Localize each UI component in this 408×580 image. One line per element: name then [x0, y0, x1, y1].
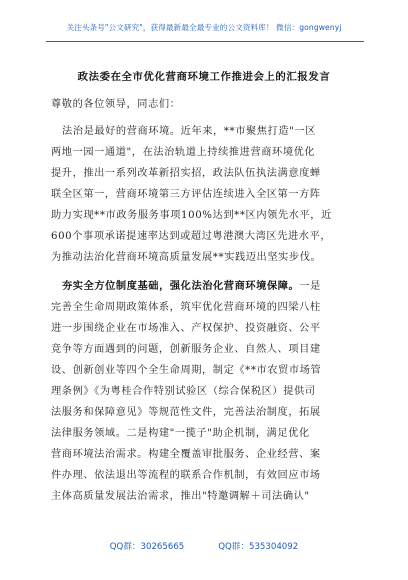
paragraph-line: 设、创新创业等四个全生命周期，制定《**市农贸市场管 — [51, 365, 322, 376]
section-heading-tail: 一是 — [299, 281, 321, 292]
section-heading: 夯实全方位制度基础，强化法治化营商环境保障。 — [62, 280, 300, 292]
paragraph-line: 完善全生命周期政策体系，筑牢优化营商环境的四梁八柱 — [51, 302, 321, 313]
salutation: 尊敬的各位领导，同志们： — [51, 99, 181, 110]
paragraph-line: 法治是最好的营商环境。近年来，**市聚焦打造"一区 — [62, 126, 316, 137]
paragraph-line: 提升，推出一系列改革新招实招，政法队伍执法满意度蝉 — [51, 168, 321, 179]
paragraph-line: 联全区第一，营商环境第三方评估连续进入全区第一方阵 — [51, 189, 321, 200]
paragraph-line: 进一步围绕企业在市场准入、产权保护、投资融资、公平 — [51, 323, 321, 334]
paragraph-line: 为推动法治化营商环境高质量发展**实践迈出坚实步伐。 — [51, 252, 322, 263]
paragraph-line: 主体高质量发展法治需求，推出"特邀调解＋司法确认" — [51, 491, 310, 502]
paragraph-line: 理条例》《为粤桂合作特别试验区（综合保税区）提供司 — [51, 386, 316, 397]
header-banner: 关注头条号"公文研究"，获得最新最全最专业的公文资料库！ 微信：gongwenyj — [66, 23, 342, 32]
paragraph-line: 600个事项承诺提速率达到或超过粤港澳大湾区先进水平， — [51, 231, 332, 242]
header-divider — [46, 41, 364, 42]
document-title: 政法委在全市优化营商环境工作推进会上的汇报发言 — [77, 71, 331, 83]
section-heading-line — [62, 277, 321, 292]
qq-group-1: QQ群：30265665 — [109, 542, 185, 552]
footer-contact — [0, 540, 408, 552]
paragraph-line: 法律服务领域。二是构建"一揽子"助企机制，满足优化 — [51, 428, 310, 439]
paragraph-line: 营商环境法治需求。构建全覆盖审批服务、企业经营、案 — [51, 449, 321, 460]
paragraph-line: 竞争等方面遇到的问题，创新服务企业、自然人、项目建 — [51, 344, 321, 355]
paragraph-line: 助力实现**市政务服务事项100%达到**区内领先水平，近 — [51, 210, 332, 221]
qq-group-2: QQ群：535304092 — [218, 542, 299, 552]
paragraph-line: 法服务和保障意见》等规范性文件，完善法治制度，拓展 — [51, 407, 321, 418]
paragraph-line: 件办理、依法退出等流程的联系合作机制，有效回应市场 — [51, 470, 321, 481]
paragraph-line: 两地一园一通道"，在法治轨道上持续推进营商环境优化 — [51, 147, 316, 158]
